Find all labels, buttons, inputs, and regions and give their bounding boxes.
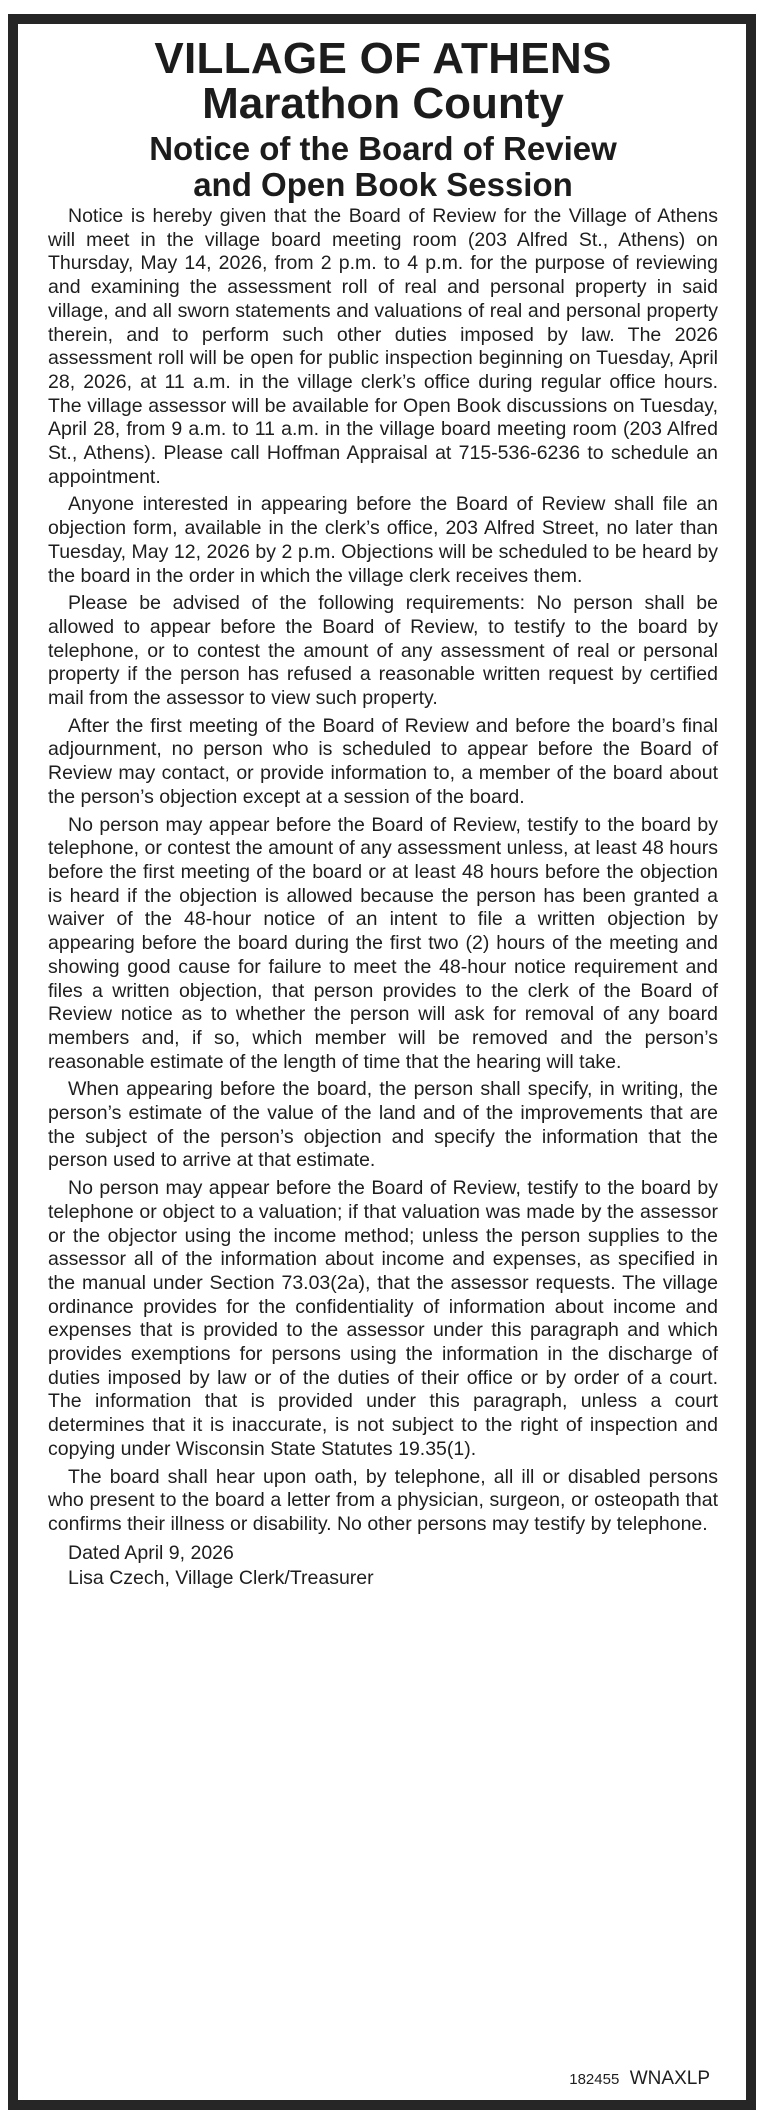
notice-body bbox=[48, 205, 718, 1537]
clerk-signature: Lisa Czech, Village Clerk/Treasurer bbox=[68, 1566, 374, 1589]
paragraph-48-hour-notice: No person may appear before the Board of Review, testify to the board by telephone, or contest the amount of any assessment unless, at least 48 hours before the first meeting of the board or at least 48 hours before the objection is heard if the objection is allowed because the person has been granted a waiver of the 48-hour notice of an intent to file a written objection by appearing before the board during the first two (2) hours of the meeting and showing good cause for failure to meet the 48-hour notice requirement and files a written objection, that person provides to the clerk of the Board of Review notice as to whether the person will ask for removal of any board members and, if so, which member will be removed and the person’s reasonable estimate of the length of time that the hearing will take. bbox=[48, 813, 718, 1073]
notice-title-line1: Notice of the Board of Review bbox=[149, 130, 617, 167]
paragraph-telephone-testimony: The board shall hear upon oath, by telephone, all ill or disabled persons who present to the board a letter from a physician, surgeon, or osteopath that confirms their illness or disability. No other persons may testify by telephone. bbox=[48, 1465, 718, 1535]
paragraph-contact-restriction: After the first meeting of the Board of Review and before the board’s final adjournment, no person who is scheduled to appear before the Board of Review may contact, or provide information to, a member of the board about the person’s objection except at a session of the board. bbox=[48, 714, 718, 808]
paragraph-meeting: Notice is hereby given that the Board of Review for the Village of Athens will meet in the village board meeting room (203 Alfred St., Athens) on Thursday, May 14, 2026, from 2 p.m. to 4 p.m. for the purpose of reviewing and examining the assessment roll of real and personal property in said village, and all sworn statements and valuations of real and personal property therein, and to perform such other duties imposed by law. The 2026 assessment roll will be open for public inspection beginning on Tuesday, April 28, 2026, at 11 a.m. in the village clerk’s office during regular office hours. The village assessor will be available for Open Book discussions on Tuesday, April 28, from 9 a.m. to 11 a.m. in the village board meeting room (203 Alfred St., Athens). Please call Hoffman Appraisal at 715-536-6236 to schedule an appointment. bbox=[48, 205, 718, 488]
paragraph-income-method: No person may appear before the Board of Review, testify to the board by telephone or object to a valuation; if that valuation was made by the assessor or the objector using the income method; unless the person supplies to the assessor all of the information about income and expenses, as specified in the manual under Section 73.03(2a), that the assessor requests. The village ordinance provides for the confidentiality of information about income and expenses that is provided to the assessor under this paragraph and which provides exemptions for persons using the information in the discharge of duties imposed by law or of the duties of their office or by order of a court. The information that is provided under this paragraph, unless a court determines that it is inaccurate, is not subject to the right of inspection and copying under Wisconsin State Statutes 19.35(1). bbox=[48, 1177, 718, 1460]
ad-number: 182455 bbox=[569, 2071, 620, 2088]
paragraph-written-estimate: When appearing before the board, the person shall specify, in writing, the person’s estimate of the value of the land and of the improvements that are the subject of the person’s objection and specify the information that the person used to arrive at that estimate. bbox=[48, 1078, 718, 1172]
notice-content bbox=[48, 36, 718, 1591]
dated-line: Dated April 9, 2026 bbox=[68, 1541, 234, 1564]
county-title: Marathon County bbox=[202, 79, 564, 128]
publication-code: WNAXLP bbox=[629, 2068, 710, 2089]
notice-title-line2: and Open Book Session bbox=[193, 166, 573, 203]
paragraph-requirements: Please be advised of the following requirements: No person shall be allowed to appear before the Board of Review, to testify to the board by telephone, or to contest the amount of any assessment of real or personal property if the person has refused a reasonable written request by certified mail from the assessor to view such property. bbox=[48, 592, 718, 710]
ad-footer bbox=[569, 2068, 710, 2090]
notice-border bbox=[8, 14, 756, 2110]
village-title: VILLAGE OF ATHENS bbox=[154, 34, 612, 83]
paragraph-objection-form: Anyone interested in appearing before the Board of Review shall file an objection form, available in the clerk’s office, 203 Alfred Street, no later than Tuesday, May 12, 2026 by 2 p.m. Objections will be scheduled to be heard by the board in the order in which the village clerk receives them. bbox=[48, 493, 718, 587]
